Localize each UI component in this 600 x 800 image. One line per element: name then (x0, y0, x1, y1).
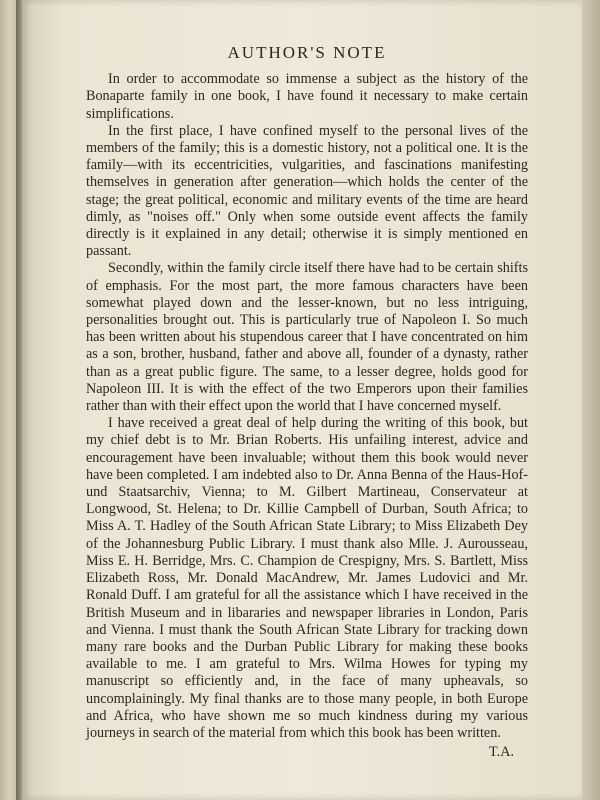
left-page-edge (0, 0, 16, 800)
paragraph-acknowledgements: I have received a great deal of help during the writing of this book, but my chief debt is to Mr. Brian Roberts. His unfailing interest, advice and encouragement have been invaluable; without them this book would never have been completed. I am indebted also to Dr. Anna Benna of the Haus-Hof-und Staatsarchiv, Vienna; to M. Gilbert Martineau, Conservateur at Longwood, St. Helena; to Dr. Killie Campbell of Durban, South Africa; to Miss A. T. Hadley of the South African State Library; to Miss Elizabeth Dey of the Johannesburg Public Library. I must thank also Mlle. J. Aurousseau, Miss E. H. Berridge, Mrs. C. Champion de Crespigny, Mrs. S. Bartlett, Miss Elizabeth Ross, Mr. Donald MacAndrew, Mr. James Ludovici and Mr. Ronald Duff. I am grateful for all the assistance which I have received in the British Museum and in libararies and newspaper libraries in London, Paris and Vienna. I must thank the South African State Library for tracking down many rare books and the Durban Public Library for making these books available to me. I am grateful to Mrs. Wilma Howes for typing my manuscript so efficiently and, in the face of many upheavals, so uncomplainingly. My final thanks are to those many people, in both Europe and Africa, who have shown me so much kindness during my various journeys in search of the material from which this book has been written. (86, 415, 528, 741)
paragraph-intro: In order to accommodate so immense a subject as the history of the Bonaparte family in one book, I have found it necessary to make certain simplifications. (86, 71, 528, 122)
page-title: AUTHOR'S NOTE (227, 43, 387, 62)
paragraph-secondly: Secondly, within the family circle itself there have had to be certain shifts of emphasis. For the most part, the more famous characters have been somewhat played down and the lesser-known, but no less intriguing, personalities brought out. This is particularly true of Napoleon I. So much has been written about his stupendous career that I have concentrated on him as a son, brother, husband, father and above all, founder of a dynasty, rather than as a great public figure. The same, to a lesser degree, holds good for Napoleon III. It is with the effect of the two Emperors upon their families rather than with their effect upon the world that I have concerned myself. (86, 260, 528, 415)
page-stack-edge (582, 0, 600, 800)
authors-note (86, 44, 528, 761)
paragraph-first-place: In the first place, I have confined myself to the personal lives of the members of the family; this is a domestic history, not a political one. It is the family—with its eccentricities, vulgarities, and fascinations manifesting themselves in generation after generation—which holds the center of the stage; the great political, economic and military events of the time are heard dimly, as "noises off." Only when some outside event affects the family directly is it explained in any detail; otherwise it is simply mentioned en passant. (86, 122, 528, 260)
author-signature: T.A. (489, 744, 514, 761)
